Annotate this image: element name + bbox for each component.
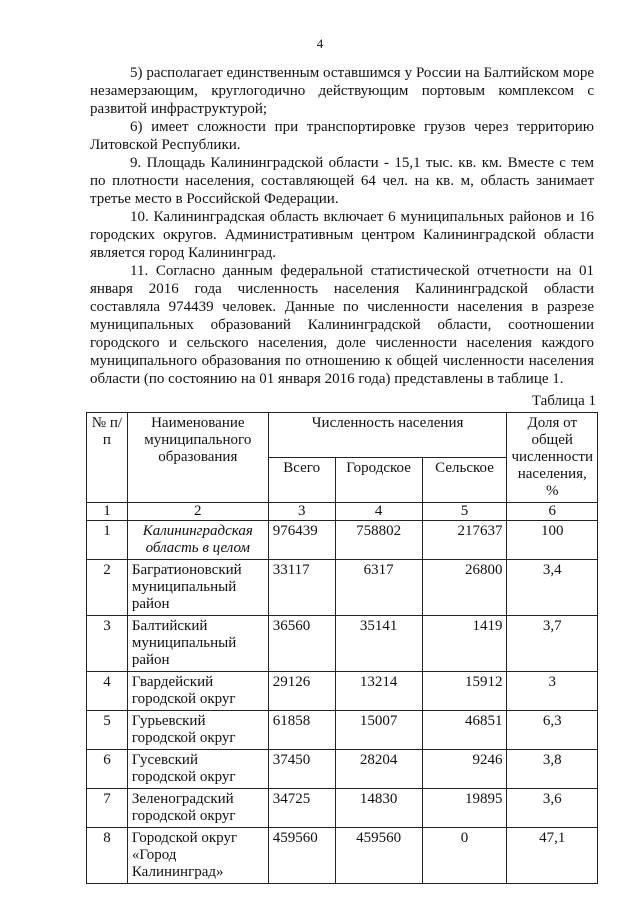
index-cell: 3 bbox=[268, 503, 335, 521]
row-num: 1 bbox=[87, 521, 128, 560]
row-name: Багратионовский муниципальный район bbox=[127, 560, 268, 616]
row-rural: 9246 bbox=[422, 750, 507, 789]
row-num: 4 bbox=[87, 672, 128, 711]
paragraph-10: 10. Калининградская область включает 6 муниципальных районов и 16 городских округов. Административным центром Калининградской области является город Калининград. bbox=[90, 209, 594, 261]
row-rural: 26800 bbox=[422, 560, 507, 616]
paragraph-6: 6) имеет сложности при транспортировке грузов через территорию Литовской Республики. bbox=[90, 119, 594, 153]
row-rural: 1419 bbox=[422, 616, 507, 672]
paragraph-5: 5) располагает единственным оставшимся у России на Балтийском море незамерзающим, круглогодично действующим портовым комплексом с развитой инфраструктурой; bbox=[90, 65, 594, 117]
index-cell: 4 bbox=[335, 503, 422, 521]
row-total: 37450 bbox=[268, 750, 335, 789]
row-urban: 758802 bbox=[335, 521, 422, 560]
row-num: 5 bbox=[87, 711, 128, 750]
row-share: 3 bbox=[507, 672, 598, 711]
table-row bbox=[87, 711, 598, 750]
table-row bbox=[87, 560, 598, 616]
row-rural: 217637 bbox=[422, 521, 507, 560]
paragraph-11: 11. Согласно данным федеральной статистической отчетности на 01 января 2016 года численность населения Калининградской области составляла 974439 человек. Данные по численности населения в разрезе муниципальных образований Калининградской области, соотношении городского и сельского населения, доле численности населения каждого муниципального образования по отношению к общей численности населения области (по состоянию на 01 января 2016 года) представлены в таблице 1. bbox=[90, 263, 594, 387]
table-row bbox=[87, 828, 598, 884]
population-table bbox=[86, 412, 598, 884]
header-share: Доля от общей численности населения, % bbox=[507, 413, 598, 503]
table-row bbox=[87, 616, 598, 672]
row-share: 3,7 bbox=[507, 616, 598, 672]
row-urban: 15007 bbox=[335, 711, 422, 750]
row-num: 3 bbox=[87, 616, 128, 672]
row-urban: 6317 bbox=[335, 560, 422, 616]
header-population: Численность населения bbox=[268, 413, 507, 458]
header-num: № п/п bbox=[87, 413, 128, 503]
row-total: 29126 bbox=[268, 672, 335, 711]
row-num: 8 bbox=[87, 828, 128, 884]
row-name: Зеленоградский городской округ bbox=[127, 789, 268, 828]
row-rural: 0 bbox=[422, 828, 507, 884]
table-row bbox=[87, 521, 598, 560]
row-urban: 13214 bbox=[335, 672, 422, 711]
header-urban: Городское bbox=[335, 458, 422, 503]
row-urban: 35141 bbox=[335, 616, 422, 672]
row-share: 6,3 bbox=[507, 711, 598, 750]
row-total: 33117 bbox=[268, 560, 335, 616]
row-name: Городской округ «Город Калининград» bbox=[127, 828, 268, 884]
row-share: 47,1 bbox=[507, 828, 598, 884]
paragraph-9: 9. Площадь Калининградской области - 15,1 тыс. кв. км. Вместе с тем по плотности населения, составляющей 64 чел. на кв. м, область занимает третье место в Российской Федерации. bbox=[90, 155, 594, 207]
row-rural: 15912 bbox=[422, 672, 507, 711]
row-share: 100 bbox=[507, 521, 598, 560]
table-row bbox=[87, 789, 598, 828]
row-total: 36560 bbox=[268, 616, 335, 672]
row-urban: 459560 bbox=[335, 828, 422, 884]
row-rural: 19895 bbox=[422, 789, 507, 828]
row-name: Балтийский муниципальный район bbox=[127, 616, 268, 672]
row-urban: 14830 bbox=[335, 789, 422, 828]
header-total: Всего bbox=[268, 458, 335, 503]
row-total: 61858 bbox=[268, 711, 335, 750]
row-num: 7 bbox=[87, 789, 128, 828]
index-cell: 1 bbox=[87, 503, 128, 521]
row-name: Калининградская область в целом bbox=[127, 521, 268, 560]
table-row bbox=[87, 750, 598, 789]
row-name: Гурьевский городской округ bbox=[127, 711, 268, 750]
row-share: 3,4 bbox=[507, 560, 598, 616]
table-row bbox=[87, 672, 598, 711]
row-name: Гусевский городской округ bbox=[127, 750, 268, 789]
index-cell: 6 bbox=[507, 503, 598, 521]
row-num: 2 bbox=[87, 560, 128, 616]
header-name: Наименование муниципального образования bbox=[127, 413, 268, 503]
header-rural: Сельское bbox=[422, 458, 507, 503]
column-index-row bbox=[87, 503, 598, 521]
row-urban: 28204 bbox=[335, 750, 422, 789]
body-text bbox=[90, 64, 594, 388]
row-total: 34725 bbox=[268, 789, 335, 828]
index-cell: 2 bbox=[127, 503, 268, 521]
table-caption: Таблица 1 bbox=[531, 393, 596, 409]
row-rural: 46851 bbox=[422, 711, 507, 750]
index-cell: 5 bbox=[422, 503, 507, 521]
row-num: 6 bbox=[87, 750, 128, 789]
row-name: Гвардейский городской округ bbox=[127, 672, 268, 711]
row-share: 3,6 bbox=[507, 789, 598, 828]
row-total: 459560 bbox=[268, 828, 335, 884]
row-share: 3,8 bbox=[507, 750, 598, 789]
page-number: 4 bbox=[316, 36, 324, 51]
row-total: 976439 bbox=[268, 521, 335, 560]
